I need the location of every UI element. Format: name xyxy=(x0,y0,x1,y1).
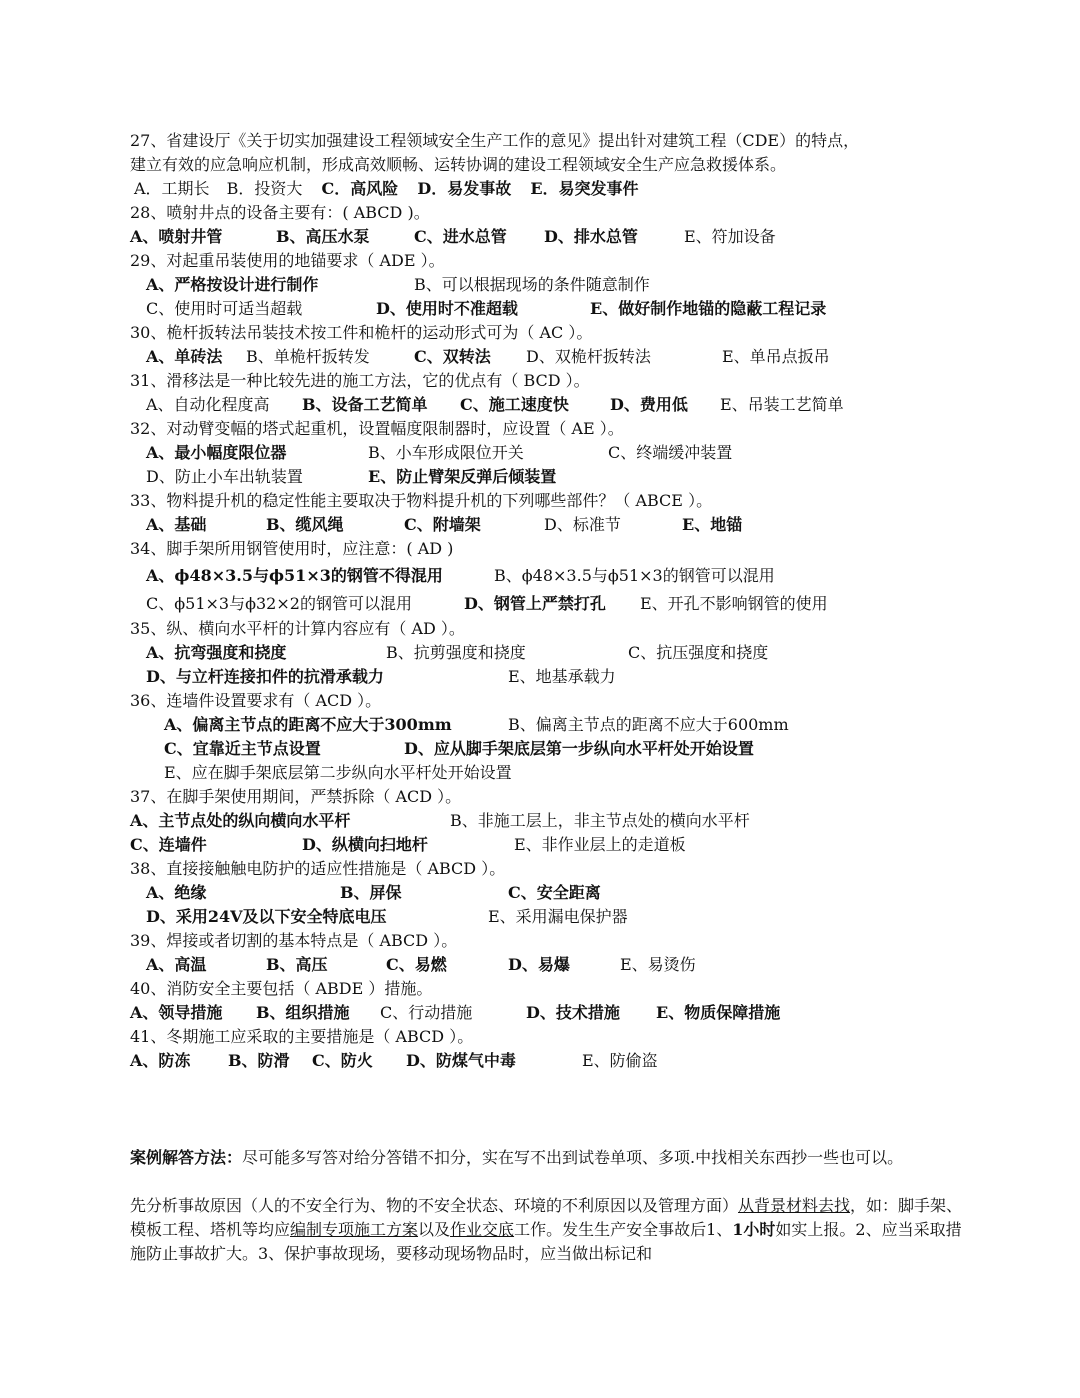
q32-options-row-1 xyxy=(146,442,733,464)
q31-option-b: B、设备工艺简单 xyxy=(302,395,428,414)
q30-option-e: E、单吊点扳吊 xyxy=(722,347,830,366)
q35-option-c: C、抗压强度和挠度 xyxy=(628,643,769,662)
q31-option-a: A、自动化程度高 xyxy=(146,395,270,414)
q32-option-d: D、防止小车出轨装置 xyxy=(146,467,303,486)
q40-options xyxy=(130,1002,781,1024)
q41-option-d: D、防煤气中毒 xyxy=(406,1051,516,1070)
q27-option-a: A．工期长 xyxy=(134,179,210,198)
q34-options-row-1 xyxy=(146,565,775,587)
q28-option-c: C、进水总管 xyxy=(414,227,507,246)
q34-option-b: B、ϕ48×3.5与ϕ51×3的钢管可以混用 xyxy=(494,566,775,585)
q41-option-a: A、防冻 xyxy=(130,1051,191,1070)
case-method-paragraph-1 xyxy=(130,1146,970,1170)
q36-option-d: D、应从脚手架底层第一步纵向水平杆处开始设置 xyxy=(404,739,754,758)
q38-stem: 38、直接接触触电防护的适应性措施是（ ABCD ）。 xyxy=(130,859,506,878)
q33-stem: 33、物料提升机的稳定性能主要取决于物料提升机的下列哪些部件？（ ABCE ）。 xyxy=(130,491,713,510)
q36-option-b: B、偏离主节点的距离不应大于600mm xyxy=(508,715,789,734)
q30-option-d: D、双桅杆扳转法 xyxy=(526,347,651,366)
q38-options-row-2 xyxy=(146,906,628,928)
case-method-heading: 案例解答方法： xyxy=(130,1148,243,1167)
q34-options-row-2 xyxy=(146,593,828,615)
q37-option-d: D、纵横向扫地杆 xyxy=(302,835,428,854)
q37-option-c: C、连墙件 xyxy=(130,835,207,854)
q36-option-c: C、宜靠近主节点设置 xyxy=(164,739,321,758)
q41-option-b: B、防滑 xyxy=(228,1051,290,1070)
q38-option-d: D、采用24V及以下安全特底电压 xyxy=(146,907,387,926)
q35-options-row-2 xyxy=(146,666,616,688)
q40-stem: 40、消防安全主要包括（ ABDE ）措施。 xyxy=(130,979,433,998)
case-method-text-1: 尽可能多写答对给分答错不扣分，实在写不出到试卷单项、多项.中找相关东西抄一些也可以。 xyxy=(242,1148,904,1167)
q38-option-e: E、采用漏电保护器 xyxy=(488,907,628,926)
q39-option-b: B、高压 xyxy=(266,955,328,974)
q39-options xyxy=(146,954,696,976)
case-method-p2-underline-1: 从背景材料去找 xyxy=(738,1196,851,1215)
q30-option-b: B、单桅杆扳转发 xyxy=(246,347,370,366)
q29-option-b: B、可以根据现场的条件随意制作 xyxy=(414,275,650,294)
case-method-p2-d: 工作。发生生产安全事故后1、 xyxy=(514,1220,733,1239)
case-method-p2-b: ，如：脚手架、模板工程、塔机等均应 xyxy=(130,1196,963,1239)
q30-option-a: A、单砖法 xyxy=(146,347,223,366)
q30-stem: 30、桅杆扳转法吊装技术按工件和桅杆的运动形式可为（ AC ）。 xyxy=(130,323,593,342)
q33-option-a: A、基础 xyxy=(146,515,207,534)
q36-option-e: E、应在脚手架底层第二步纵向水平杆处开始设置 xyxy=(164,763,512,782)
q35-option-a: A、抗弯强度和挠度 xyxy=(146,643,287,662)
q41-option-c: C、防火 xyxy=(312,1051,373,1070)
q40-option-a: A、领导措施 xyxy=(130,1003,223,1022)
q29-options-row-2 xyxy=(146,298,827,320)
q27-option-d: D．易发事故 xyxy=(417,179,512,198)
q40-option-d: D、技术措施 xyxy=(526,1003,620,1022)
q31-option-c: C、施工速度快 xyxy=(460,395,569,414)
q27-option-e: E．易突发事件 xyxy=(530,179,639,198)
q30-option-c: C、双转法 xyxy=(414,347,491,366)
q40-option-b: B、组织措施 xyxy=(256,1003,350,1022)
q29-option-d: D、使用时不准超载 xyxy=(376,299,518,318)
q31-option-d: D、费用低 xyxy=(610,395,688,414)
q35-option-d: D、与立杆连接扣件的抗滑承载力 xyxy=(146,667,384,686)
q37-option-b: B、非施工层上，非主节点处的横向水平杆 xyxy=(450,811,750,830)
q28-options xyxy=(130,226,776,248)
case-method-p2-c: 以及 xyxy=(418,1220,451,1239)
case-method-p2-e: 如实上报。2、应当采取措施防止事故扩大。3、保护事故现场，要移动现场物品时，应当做出标记和 xyxy=(130,1220,962,1263)
q37-options-row-2 xyxy=(130,834,686,856)
q34-option-e: E、开孔不影响钢管的使用 xyxy=(640,594,828,613)
q29-options-row-1 xyxy=(146,274,650,296)
q37-option-e: E、非作业层上的走道板 xyxy=(514,835,686,854)
q32-option-c: C、终端缓冲装置 xyxy=(608,443,733,462)
q40-option-c: C、行动措施 xyxy=(380,1003,473,1022)
q29-stem: 29、对起重吊装使用的地锚要求（ ADE ）。 xyxy=(130,251,445,270)
q37-option-a: A、主节点处的纵向横向水平杆 xyxy=(130,811,351,830)
q29-option-c: C、使用时可适当超载 xyxy=(146,299,303,318)
q41-option-e: E、防偷盗 xyxy=(582,1051,658,1070)
q39-option-d: D、易爆 xyxy=(508,955,570,974)
q39-option-c: C、易燃 xyxy=(386,955,447,974)
q39-option-a: A、高温 xyxy=(146,955,207,974)
q32-options-row-2 xyxy=(146,466,557,488)
q28-option-d: D、排水总管 xyxy=(544,227,638,246)
q39-option-e: E、易烫伤 xyxy=(620,955,696,974)
q29-option-a: A、严格按设计进行制作 xyxy=(146,275,319,294)
q31-stem: 31、滑移法是一种比较先进的施工方法，它的优点有（ BCD ）。 xyxy=(130,371,590,390)
q36-options-row-2 xyxy=(164,738,754,760)
q30-options xyxy=(146,346,830,368)
q38-option-a: A、绝缘 xyxy=(146,883,207,902)
q33-option-b: B、缆风绳 xyxy=(266,515,344,534)
q28-option-b: B、高压水泵 xyxy=(276,227,370,246)
q34-option-d: D、钢管上严禁打孔 xyxy=(464,594,606,613)
q27-option-c: C．高风险 xyxy=(321,179,399,198)
q33-option-e: E、地锚 xyxy=(682,515,743,534)
q41-stem: 41、冬期施工应采取的主要措施是（ ABCD ）。 xyxy=(130,1027,474,1046)
case-method-p2-bold: 1小时 xyxy=(732,1220,776,1239)
q33-option-d: D、标准节 xyxy=(544,515,621,534)
q32-option-e: E、防止臂架反弹后倾装置 xyxy=(368,467,557,486)
q32-option-a: A、最小幅度限位器 xyxy=(146,443,287,462)
q34-stem: 34、脚手架所用钢管使用时，应注意：( AD ) xyxy=(130,539,454,558)
q41-options xyxy=(130,1050,658,1072)
q35-option-e: E、地基承载力 xyxy=(508,667,616,686)
q38-option-c: C、安全距离 xyxy=(508,883,601,902)
case-method-p2-underline-2: 编制专项施工方案 xyxy=(290,1220,419,1239)
q34-option-c: C、ϕ51×3与ϕ32×2的钢管可以混用 xyxy=(146,594,412,613)
q36-option-a: A、偏离主节点的距离不应大于300mm xyxy=(164,715,452,734)
q33-options xyxy=(146,514,743,536)
q36-stem: 36、连墙件设置要求有（ ACD ）。 xyxy=(130,691,382,710)
q33-option-c: C、附墙架 xyxy=(404,515,481,534)
q37-options-row-1 xyxy=(130,810,750,832)
q28-stem: 28、喷射井点的设备主要有：( ABCD )。 xyxy=(130,203,430,222)
q36-options-row-3 xyxy=(164,762,512,784)
q31-option-e: E、吊装工艺简单 xyxy=(720,395,844,414)
q29-option-e: E、做好制作地锚的隐蔽工程记录 xyxy=(590,299,827,318)
q35-option-b: B、抗剪强度和挠度 xyxy=(386,643,526,662)
q28-option-a: A、喷射井管 xyxy=(130,227,223,246)
q35-stem: 35、纵、横向水平杆的计算内容应有（ AD ）。 xyxy=(130,619,465,638)
q37-stem: 37、在脚手架使用期间，严禁拆除（ ACD ）。 xyxy=(130,787,462,806)
q32-stem: 32、对动臂变幅的塔式起重机，设置幅度限制器时，应设置（ AE ）。 xyxy=(130,419,624,438)
case-method-p2-a: 先分析事故原因（人的不安全行为、物的不安全状态、环境的不利原因以及管理方面） xyxy=(130,1196,739,1215)
q27-option-b: B．投资大 xyxy=(226,179,303,198)
q27-stem-line-1: 27、省建设厅《关于切实加强建设工程领域安全生产工作的意见》提出针对建筑工程（CDE）的特点， xyxy=(130,131,860,150)
q32-option-b: B、小车形成限位开关 xyxy=(368,443,524,462)
q39-stem: 39、焊接或者切割的基本特点是（ ABCD ）。 xyxy=(130,931,458,950)
case-method-p2-underline-3: 作业交底 xyxy=(450,1220,515,1239)
q36-options-row-1 xyxy=(164,714,789,736)
q38-option-b: B、屏保 xyxy=(340,883,402,902)
q34-option-a: A、ϕ48×3.5与ϕ51×3的钢管不得混用 xyxy=(146,566,443,585)
q38-options-row-1 xyxy=(146,882,601,904)
case-method-paragraph-2 xyxy=(130,1194,970,1266)
q28-option-e: E、符加设备 xyxy=(684,227,776,246)
q31-options xyxy=(146,394,844,416)
q40-option-e: E、物质保障措施 xyxy=(656,1003,781,1022)
q27-stem-line-2: 建立有效的应急响应机制，形成高效顺畅、运转协调的建设工程领域安全生产应急救援体系。 xyxy=(130,155,787,174)
q35-options-row-1 xyxy=(146,642,769,664)
q27-options xyxy=(134,178,639,200)
